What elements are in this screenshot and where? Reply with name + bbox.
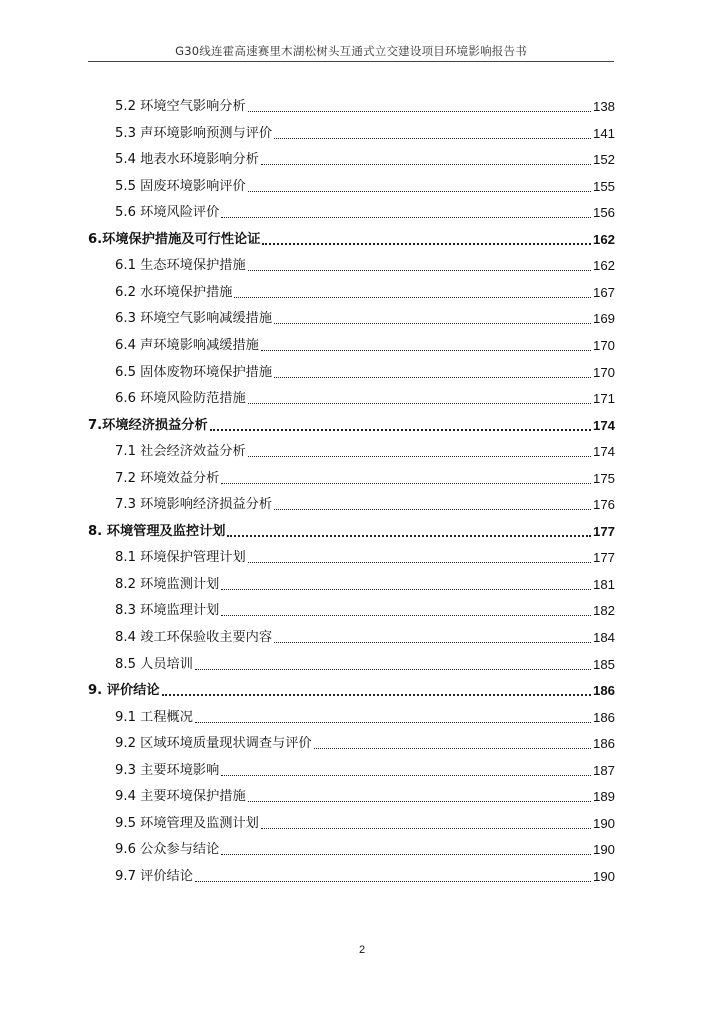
toc-section-entry[interactable] xyxy=(88,543,615,567)
toc-entry-page-number: 138 xyxy=(592,99,615,114)
toc-dot-leader xyxy=(221,589,591,590)
toc-dot-leader xyxy=(274,138,591,139)
toc-dot-leader xyxy=(234,297,591,298)
toc-dot-leader xyxy=(248,403,591,404)
toc-dot-leader xyxy=(248,270,591,271)
toc-section-entry[interactable] xyxy=(88,756,615,780)
toc-entry-label: 8.3 环境监理计划 xyxy=(115,603,220,619)
toc-entry-label: 8.4 竣工环保验收主要内容 xyxy=(115,630,273,645)
toc-entry-page-number: 171 xyxy=(592,391,615,407)
toc-entry-page-number: 187 xyxy=(592,762,615,778)
toc-dot-leader xyxy=(221,775,591,776)
toc-dot-leader xyxy=(262,243,591,245)
page-number: 2 xyxy=(358,944,366,956)
toc-entry-page-number: 184 xyxy=(592,630,615,645)
toc-entry-page-number: 141 xyxy=(592,125,615,141)
toc-entry-label: 9. 评价结论 xyxy=(88,683,160,699)
toc-entry-page-number: 152 xyxy=(592,152,615,168)
toc-section-entry[interactable] xyxy=(88,119,615,143)
toc-dot-leader xyxy=(261,164,591,165)
toc-entry-label: 8.5 人员培训 xyxy=(115,656,193,672)
toc-dot-leader xyxy=(221,615,591,616)
toc-entry-page-number: 170 xyxy=(592,337,615,353)
toc-section-entry[interactable] xyxy=(88,92,615,116)
toc-dot-leader xyxy=(248,111,591,112)
toc-entry-label: 7.2 环境效益分析 xyxy=(115,470,220,486)
toc-dot-leader xyxy=(274,509,591,510)
toc-entry-label: 9.1 工程概况 xyxy=(115,709,193,725)
toc-section-entry[interactable] xyxy=(88,278,615,302)
toc-section-entry[interactable] xyxy=(88,358,615,382)
toc-entry-label: 5.2 环境空气影响分析 xyxy=(115,99,246,114)
toc-chapter-entry[interactable] xyxy=(88,411,615,435)
toc-section-entry[interactable] xyxy=(88,703,615,727)
toc-entry-label: 9.7 评价结论 xyxy=(115,868,193,884)
toc-entry-label: 9.5 环境管理及监测计划 xyxy=(115,815,259,831)
toc-entry-page-number: 155 xyxy=(592,178,615,194)
toc-entry-label: 7.环境经济损益分析 xyxy=(88,417,208,433)
toc-entry-page-number: 190 xyxy=(592,868,615,884)
toc-dot-leader xyxy=(195,669,591,670)
toc-dot-leader xyxy=(248,191,591,192)
toc-section-entry[interactable] xyxy=(88,304,615,328)
toc-section-entry[interactable] xyxy=(88,835,615,859)
toc-dot-leader xyxy=(227,535,591,537)
toc-entry-page-number: 170 xyxy=(592,364,615,380)
toc-section-entry[interactable] xyxy=(88,172,615,196)
toc-entry-page-number: 169 xyxy=(592,311,615,327)
toc-dot-leader xyxy=(221,483,591,484)
toc-entry-label: 7.3 环境影响经济损益分析 xyxy=(115,497,273,513)
toc-entry-page-number: 162 xyxy=(592,231,615,247)
toc-entry-label: 6.环境保护措施及可行性论证 xyxy=(88,231,261,247)
toc-entry-page-number: 177 xyxy=(592,550,615,566)
toc-entry-page-number: 190 xyxy=(592,815,615,831)
toc-dot-leader xyxy=(248,801,591,802)
toc-chapter-entry[interactable] xyxy=(88,517,615,541)
toc-dot-leader xyxy=(221,854,591,855)
toc-entry-page-number: 176 xyxy=(592,497,615,513)
toc-entry-label: 6.5 固体废物环境保护措施 xyxy=(115,364,273,380)
toc-dot-leader xyxy=(221,217,591,218)
toc-entry-label: 5.6 环境风险评价 xyxy=(115,205,220,221)
toc-entry-page-number: 167 xyxy=(592,284,615,300)
toc-section-entry[interactable] xyxy=(88,384,615,408)
toc-section-entry[interactable] xyxy=(88,331,615,355)
toc-dot-leader xyxy=(195,722,591,723)
toc-section-entry[interactable] xyxy=(88,437,615,461)
toc-entry-page-number: 182 xyxy=(592,603,615,619)
toc-entry-label: 6.6 环境风险防范措施 xyxy=(115,391,246,407)
toc-entry-label: 6.3 环境空气影响减缓措施 xyxy=(115,311,273,327)
toc-entry-label: 9.6 公众参与结论 xyxy=(115,842,220,858)
toc-entry-page-number: 186 xyxy=(592,683,615,699)
toc-dot-leader xyxy=(248,562,591,563)
toc-dot-leader xyxy=(314,748,591,749)
toc-entry-page-number: 181 xyxy=(592,576,615,592)
toc-entry-label: 9.3 主要环境影响 xyxy=(115,762,220,778)
toc-dot-leader xyxy=(261,828,591,829)
toc-section-entry[interactable] xyxy=(88,490,615,514)
toc-dot-leader xyxy=(210,429,591,431)
toc-dot-leader xyxy=(274,377,591,378)
toc-dot-leader xyxy=(195,881,591,882)
toc-section-entry[interactable] xyxy=(88,198,615,222)
toc-entry-page-number: 190 xyxy=(592,842,615,858)
toc-section-entry[interactable] xyxy=(88,862,615,886)
toc-entry-label: 6.4 声环境影响减缓措施 xyxy=(115,337,259,353)
toc-section-entry[interactable] xyxy=(88,782,615,806)
toc-entry-label: 9.4 主要环境保护措施 xyxy=(115,789,246,805)
toc-section-entry[interactable] xyxy=(88,809,615,833)
toc-entry-label: 5.5 固废环境影响评价 xyxy=(115,178,246,194)
toc-chapter-entry[interactable] xyxy=(88,225,615,249)
toc-entry-label: 6.1 生态环境保护措施 xyxy=(115,258,246,274)
toc-entry-label: 5.4 地表水环境影响分析 xyxy=(115,152,259,168)
toc-entry-page-number: 175 xyxy=(592,470,615,486)
toc-entry-label: 8.2 环境监测计划 xyxy=(115,576,220,592)
toc-entry-label: 8. 环境管理及监控计划 xyxy=(88,523,226,539)
toc-dot-leader xyxy=(248,456,591,457)
header-divider xyxy=(88,61,614,62)
toc-dot-leader xyxy=(261,350,591,351)
toc-entry-page-number: 174 xyxy=(592,417,615,433)
toc-dot-leader xyxy=(274,642,591,643)
toc-section-entry[interactable] xyxy=(88,251,615,275)
toc-dot-leader xyxy=(162,694,591,696)
toc-chapter-entry[interactable] xyxy=(88,676,615,700)
toc-section-entry[interactable] xyxy=(88,570,615,594)
toc-entry-page-number: 174 xyxy=(592,444,615,460)
toc-entry-page-number: 185 xyxy=(592,656,615,672)
toc-entry-label: 7.1 社会经济效益分析 xyxy=(115,444,246,460)
toc-section-entry[interactable] xyxy=(88,623,615,647)
toc-section-entry[interactable] xyxy=(88,464,615,488)
toc-entry-page-number: 177 xyxy=(592,523,615,539)
toc-section-entry[interactable] xyxy=(88,729,615,753)
toc-entry-label: 6.2 水环境保护措施 xyxy=(115,284,233,300)
toc-entry-label: 8.1 环境保护管理计划 xyxy=(115,550,246,566)
toc-dot-leader xyxy=(274,323,591,324)
toc-entry-page-number: 156 xyxy=(592,205,615,221)
toc-entry-page-number: 186 xyxy=(592,736,615,752)
document-title: G30线连霍高速赛里木湖松树头互通式立交建设项目环境影响报告书 xyxy=(175,44,527,58)
toc-entry-label: 5.3 声环境影响预测与评价 xyxy=(115,125,273,141)
toc-entry-label: 9.2 区域环境质量现状调查与评价 xyxy=(115,736,312,752)
toc-entry-page-number: 189 xyxy=(592,789,615,805)
toc-entry-page-number: 186 xyxy=(592,709,615,725)
toc-section-entry[interactable] xyxy=(88,145,615,169)
toc-section-entry[interactable] xyxy=(88,650,615,674)
toc-section-entry[interactable] xyxy=(88,596,615,620)
toc-entry-page-number: 162 xyxy=(592,258,615,274)
